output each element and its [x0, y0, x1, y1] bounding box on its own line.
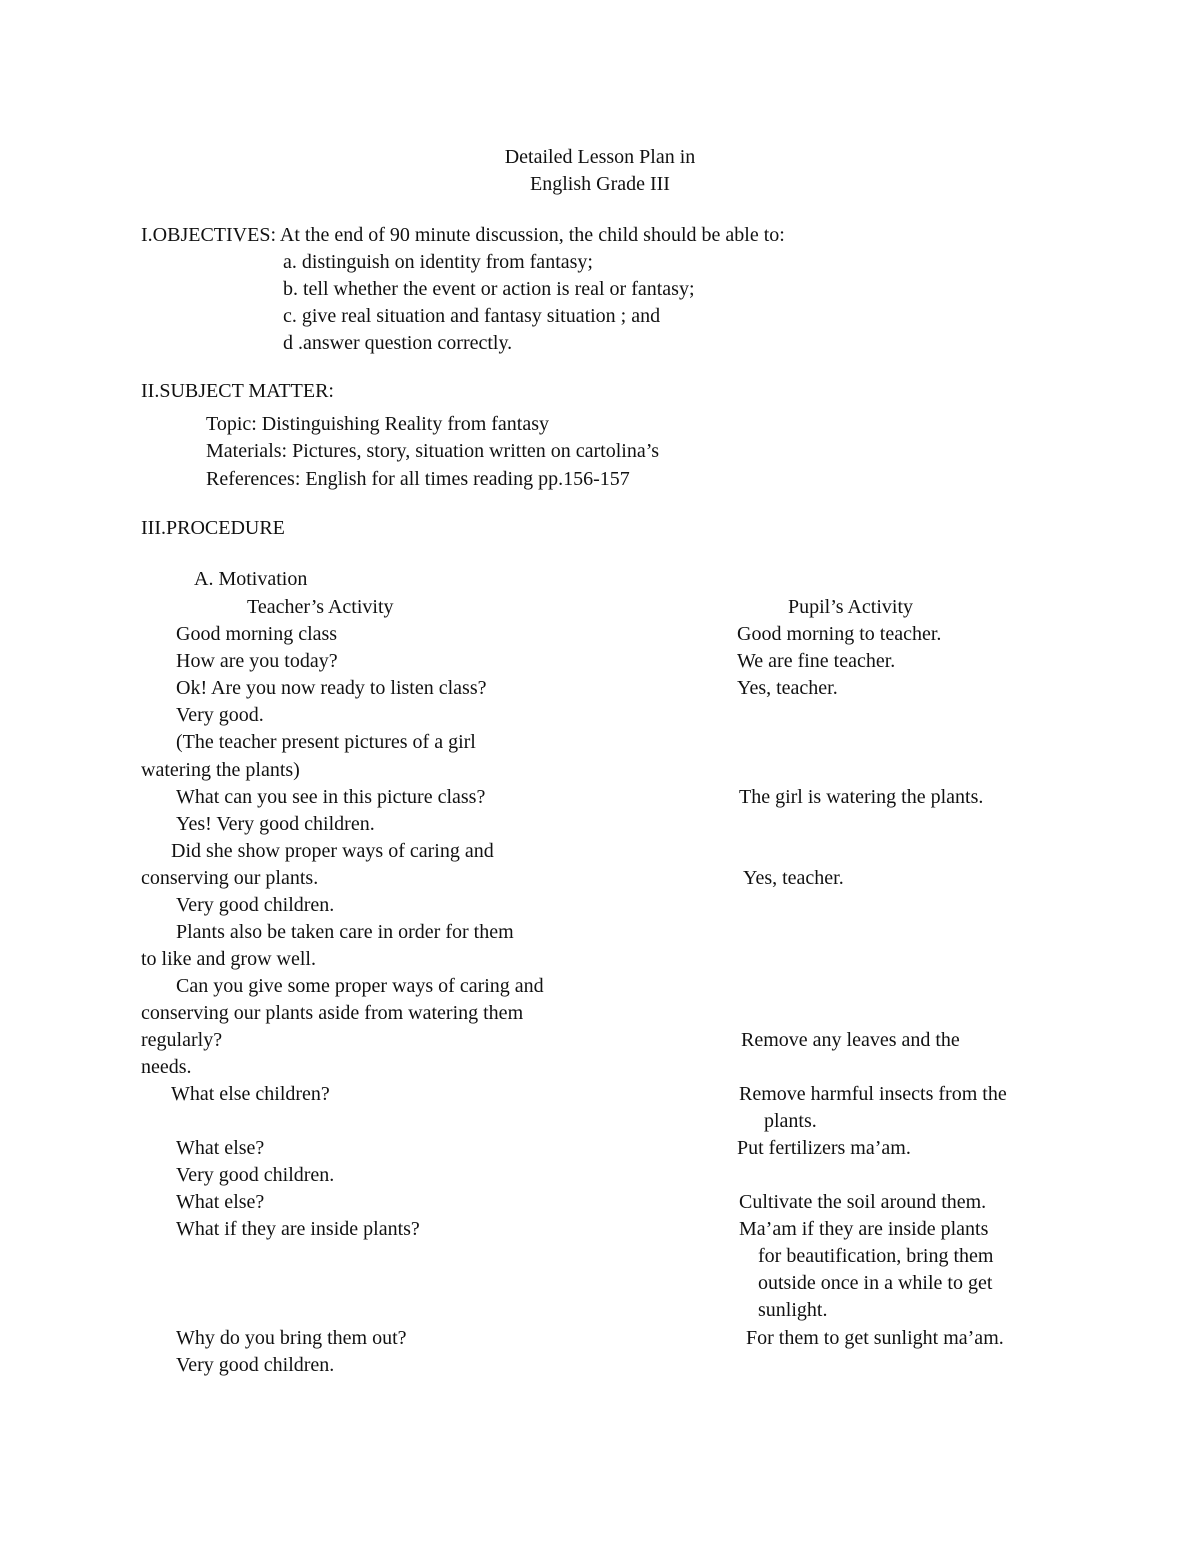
pupil-line: Remove any leaves and the [741, 1029, 960, 1051]
pupil-line: for beautification, bring them [758, 1245, 994, 1267]
pupil-line: We are fine teacher. [737, 650, 896, 672]
pupil-line: plants. [764, 1110, 817, 1132]
pupil-line: Good morning to teacher. [737, 623, 942, 645]
doc-title-line2: English Grade III [530, 173, 670, 195]
teacher-line: Yes! Very good children. [176, 813, 375, 835]
subject-references: References: English for all times reading pp.156-157 [206, 468, 630, 490]
teacher-line: What else? [176, 1137, 265, 1159]
pupil-line: outside once in a while to get [758, 1272, 993, 1294]
objective-item: a. distinguish on identity from fantasy; [283, 251, 593, 273]
pupil-line: The girl is watering the plants. [739, 786, 984, 808]
objective-item: c. give real situation and fantasy situation ; and [283, 305, 661, 327]
pupil-line: Put fertilizers ma’am. [737, 1137, 911, 1159]
teacher-line: Can you give some proper ways of caring and [176, 975, 544, 997]
pupil-line: Cultivate the soil around them. [739, 1191, 987, 1213]
procedure-heading: III.PROCEDURE [141, 517, 285, 539]
teacher-line: What can you see in this picture class? [176, 786, 486, 808]
subject-topic: Topic: Distinguishing Reality from fantasy [206, 413, 549, 435]
teacher-line: (The teacher present pictures of a girl [176, 731, 476, 753]
teacher-line: Good morning class [176, 623, 338, 645]
pupil-line: Remove harmful insects from the [739, 1083, 1007, 1105]
teacher-line: regularly? [141, 1029, 223, 1051]
teacher-line: Very good. [176, 704, 264, 726]
pupil-activity-header: Pupil’s Activity [788, 596, 914, 618]
pupil-line: Ma’am if they are inside plants [739, 1218, 989, 1240]
teacher-line: What else children? [171, 1083, 330, 1105]
teacher-line: Very good children. [176, 894, 335, 916]
teacher-line: Ok! Are you now ready to listen class? [176, 677, 487, 699]
subject-matter-heading: II.SUBJECT MATTER: [141, 380, 334, 402]
subject-materials: Materials: Pictures, story, situation written on cartolina’s [206, 440, 660, 462]
teacher-line: Did she show proper ways of caring and [171, 840, 494, 862]
doc-title-line1: Detailed Lesson Plan in [504, 146, 696, 168]
teacher-line: Why do you bring them out? [176, 1327, 407, 1349]
objectives-heading: I.OBJECTIVES: At the end of 90 minute discussion, the child should be able to: [141, 224, 785, 246]
teacher-line: Very good children. [176, 1164, 335, 1186]
teacher-activity-header: Teacher’s Activity [247, 596, 394, 618]
objective-item: d .answer question correctly. [283, 332, 513, 354]
teacher-line: What if they are inside plants? [176, 1218, 420, 1240]
teacher-line: needs. [141, 1056, 192, 1078]
teacher-line: watering the plants) [141, 759, 300, 781]
teacher-line: Plants also be taken care in order for them [176, 921, 514, 943]
section-a-motivation: A. Motivation [194, 568, 308, 590]
pupil-line: Yes, teacher. [737, 677, 838, 699]
teacher-line: Very good children. [176, 1354, 335, 1376]
pupil-line: sunlight. [758, 1299, 828, 1321]
teacher-line: What else? [176, 1191, 265, 1213]
teacher-line: conserving our plants aside from watering them [141, 1002, 524, 1024]
objective-item: b. tell whether the event or action is real or fantasy; [283, 278, 695, 300]
teacher-line: How are you today? [176, 650, 338, 672]
teacher-line: conserving our plants. [141, 867, 319, 889]
pupil-line: Yes, teacher. [743, 867, 844, 889]
pupil-line: For them to get sunlight ma’am. [746, 1327, 1004, 1349]
teacher-line: to like and grow well. [141, 948, 316, 970]
